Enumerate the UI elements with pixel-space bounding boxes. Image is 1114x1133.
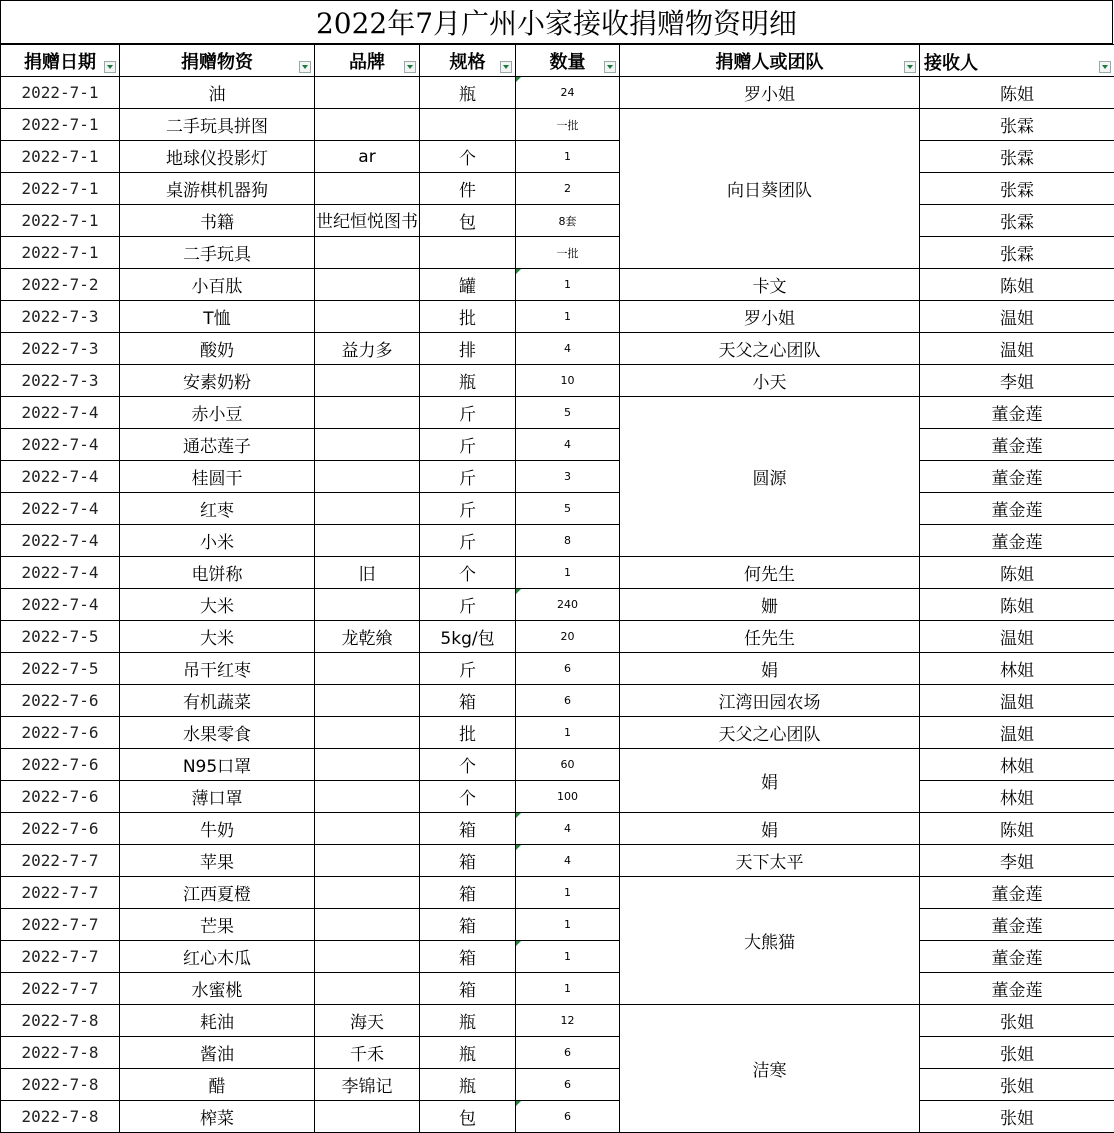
table-body [1,77,1114,1133]
cell-date[interactable]: 2022-7-1 [1,173,120,205]
cell-spec[interactable]: 瓶 [420,365,516,397]
cell-spec[interactable]: 个 [420,557,516,589]
cell-item[interactable]: 牛奶 [120,813,315,845]
cell-qty[interactable]: 6 [516,1101,620,1133]
cell-date[interactable]: 2022-7-4 [1,461,120,493]
cell-receiver[interactable]: 张霖 [920,173,1114,205]
cell-spec[interactable]: 批 [420,717,516,749]
cell-brand-text: 海天 [350,1013,384,1033]
cell-date[interactable]: 2022-7-6 [1,685,120,717]
cell-qty[interactable]: 6 [516,1037,620,1069]
cell-qty[interactable]: 20 [516,621,620,653]
cell-date[interactable]: 2022-7-6 [1,781,120,813]
cell-spec[interactable]: 箱 [420,941,516,973]
cell-qty[interactable]: 12 [516,1005,620,1037]
cell-date[interactable]: 2022-7-7 [1,845,120,877]
filter-dropdown-icon[interactable] [500,61,512,73]
table-row [1,877,1114,909]
cell-receiver[interactable]: 董金莲 [920,941,1114,973]
cell-item[interactable]: 有机蔬菜 [120,685,315,717]
cell-item[interactable]: 小百肽 [120,269,315,301]
cell-brand[interactable] [315,205,420,237]
cell-qty[interactable]: 1 [516,557,620,589]
cell-spec[interactable]: 箱 [420,909,516,941]
cell-date[interactable]: 2022-7-8 [1,1101,120,1133]
filter-dropdown-icon[interactable] [1099,61,1111,73]
cell-brand[interactable] [315,173,420,205]
cell-receiver[interactable]: 林姐 [920,749,1114,781]
cell-brand[interactable] [315,1037,420,1069]
cell-qty[interactable]: 一批 [516,237,620,269]
cell-date[interactable]: 2022-7-7 [1,941,120,973]
header-item: 捐赠物资 [120,45,315,77]
cell-qty[interactable]: 100 [516,781,620,813]
cell-qty[interactable]: 10 [516,365,620,397]
cell-qty[interactable]: 5 [516,493,620,525]
cell-date[interactable]: 2022-7-3 [1,365,120,397]
cell-item[interactable]: 二手玩具拼图 [120,109,315,141]
cell-qty[interactable]: 240 [516,589,620,621]
cell-date[interactable]: 2022-7-6 [1,717,120,749]
table-row [1,813,1114,845]
cell-spec[interactable]: 个 [420,749,516,781]
table-row [1,525,1114,557]
cell-qty[interactable]: 1 [516,909,620,941]
cell-brand-text: ar [358,146,376,167]
cell-qty[interactable]: 6 [516,653,620,685]
cell-item[interactable]: 水蜜桃 [120,973,315,1005]
cell-spec[interactable]: 瓶 [420,77,516,109]
table-row [1,1037,1114,1069]
cell-item[interactable]: 耗油 [120,1005,315,1037]
cell-receiver[interactable]: 温姐 [920,717,1114,749]
header-brand: 品牌 [315,45,420,77]
cell-brand[interactable] [315,397,420,429]
table-row [1,653,1114,685]
table-row [1,269,1114,301]
cell-item[interactable]: T恤 [120,301,315,333]
cell-qty[interactable]: 8套 [516,205,620,237]
cell-brand[interactable] [315,333,420,365]
cell-date[interactable]: 2022-7-7 [1,909,120,941]
cell-item[interactable]: 酱油 [120,1037,315,1069]
cell-donor[interactable]: 天父之心团队 [620,717,920,749]
cell-donor[interactable]: 何先生 [620,557,920,589]
cell-spec[interactable]: 罐 [420,269,516,301]
cell-brand[interactable] [315,429,420,461]
cell-brand-text: 龙乾飨 [341,629,393,649]
cell-date[interactable]: 2022-7-4 [1,429,120,461]
cell-receiver[interactable]: 温姐 [920,685,1114,717]
cell-brand[interactable] [315,461,420,493]
cell-donor[interactable]: 卡文 [620,269,920,301]
cell-date[interactable]: 2022-7-4 [1,557,120,589]
table-row [1,717,1114,749]
sheet-title: 2022年7月广州小家接收捐赠物资明细 [0,0,1113,44]
header-spec: 规格 [420,45,516,77]
table-row [1,621,1114,653]
cell-item[interactable]: N95口罩 [120,749,315,781]
cell-item[interactable]: 水果零食 [120,717,315,749]
cell-brand-text: 世纪恒悦图书 [316,211,418,232]
cell-receiver[interactable]: 陈姐 [920,77,1114,109]
table-row [1,429,1114,461]
cell-receiver[interactable]: 陈姐 [920,589,1114,621]
cell-receiver[interactable]: 张霖 [920,109,1114,141]
cell-donor[interactable]: 罗小姐 [620,301,920,333]
cell-brand[interactable] [315,557,420,589]
cell-item[interactable]: 桌游棋机器狗 [120,173,315,205]
cell-date[interactable]: 2022-7-4 [1,589,120,621]
cell-brand[interactable] [315,493,420,525]
cell-receiver[interactable]: 张霖 [920,205,1114,237]
cell-spec[interactable] [420,109,516,141]
cell-receiver[interactable]: 李姐 [920,365,1114,397]
cell-item[interactable]: 红心木瓜 [120,941,315,973]
cell-item[interactable]: 芒果 [120,909,315,941]
cell-qty[interactable]: 1 [516,941,620,973]
cell-qty[interactable]: 8 [516,525,620,557]
header-row [1,45,1114,77]
cell-brand[interactable] [315,269,420,301]
cell-spec[interactable]: 瓶 [420,1037,516,1069]
cell-brand[interactable] [315,1005,420,1037]
cell-spec[interactable]: 批 [420,301,516,333]
cell-brand-text: 千禾 [350,1045,384,1065]
cell-spec[interactable]: 瓶 [420,1005,516,1037]
cell-qty[interactable]: 1 [516,717,620,749]
cell-item[interactable]: 榨菜 [120,1101,315,1133]
table-row [1,589,1114,621]
cell-item[interactable]: 红枣 [120,493,315,525]
cell-receiver[interactable]: 董金莲 [920,461,1114,493]
cell-receiver[interactable]: 陈姐 [920,813,1114,845]
cell-date[interactable]: 2022-7-4 [1,397,120,429]
cell-brand[interactable] [315,685,420,717]
cell-date[interactable]: 2022-7-3 [1,301,120,333]
cell-receiver[interactable]: 董金莲 [920,525,1114,557]
filter-dropdown-icon[interactable] [299,61,311,73]
table-row [1,461,1114,493]
cell-spec[interactable]: 斤 [420,429,516,461]
cell-spec[interactable]: 包 [420,1101,516,1133]
filter-dropdown-icon[interactable] [904,61,916,73]
cell-spec[interactable]: 个 [420,141,516,173]
cell-receiver[interactable]: 张姐 [920,1101,1114,1133]
cell-donor[interactable]: 天下太平 [620,845,920,877]
cell-brand[interactable] [315,237,420,269]
cell-receiver[interactable]: 董金莲 [920,429,1114,461]
cell-brand[interactable] [315,973,420,1005]
cell-qty[interactable]: 4 [516,333,620,365]
cell-qty[interactable]: 24 [516,77,620,109]
cell-brand[interactable] [315,909,420,941]
cell-receiver[interactable]: 温姐 [920,301,1114,333]
cell-donor[interactable]: 罗小姐 [620,77,920,109]
cell-date[interactable]: 2022-7-2 [1,269,120,301]
cell-brand-text: 李锦记 [341,1077,393,1097]
cell-receiver[interactable]: 张姐 [920,1037,1114,1069]
table-row [1,1005,1114,1037]
cell-item[interactable]: 通芯莲子 [120,429,315,461]
cell-qty[interactable]: 1 [516,973,620,1005]
table-row [1,173,1114,205]
cell-donor[interactable]: 姗 [620,589,920,621]
cell-date[interactable]: 2022-7-1 [1,237,120,269]
cell-qty[interactable]: 3 [516,461,620,493]
cell-spec[interactable]: 个 [420,781,516,813]
cell-date[interactable]: 2022-7-6 [1,813,120,845]
table-row [1,1101,1114,1133]
cell-donor[interactable]: 娟 [620,813,920,845]
cell-qty[interactable]: 2 [516,173,620,205]
header-date: 捐赠日期 [1,45,120,77]
cell-item[interactable]: 大米 [120,589,315,621]
table-row [1,365,1114,397]
cell-date[interactable]: 2022-7-7 [1,973,120,1005]
cell-item[interactable]: 油 [120,77,315,109]
cell-receiver[interactable]: 董金莲 [920,909,1114,941]
cell-brand[interactable] [315,653,420,685]
cell-qty[interactable]: 1 [516,141,620,173]
cell-donor[interactable]: 江湾田园农场 [620,685,920,717]
cell-donor[interactable]: 洁寒 [620,1005,920,1133]
cell-receiver[interactable]: 林姐 [920,653,1114,685]
cell-brand-text: 旧 [358,565,376,585]
header-qty: 数量 [516,45,620,77]
cell-receiver[interactable]: 张姐 [920,1005,1114,1037]
header-donor: 捐赠人或团队 [620,45,920,77]
cell-receiver[interactable]: 陈姐 [920,269,1114,301]
cell-donor[interactable]: 娟 [620,749,920,813]
cell-qty[interactable]: 5 [516,397,620,429]
cell-brand[interactable] [315,525,420,557]
cell-date[interactable]: 2022-7-1 [1,141,120,173]
cell-spec[interactable]: 斤 [420,397,516,429]
cell-receiver[interactable]: 张霖 [920,141,1114,173]
cell-qty[interactable]: 4 [516,845,620,877]
cell-spec[interactable]: 斤 [420,525,516,557]
table-row [1,493,1114,525]
cell-qty[interactable]: 6 [516,1069,620,1101]
cell-item[interactable]: 地球仪投影灯 [120,141,315,173]
cell-brand[interactable] [315,941,420,973]
cell-spec[interactable]: 箱 [420,877,516,909]
cell-qty[interactable]: 一批 [516,109,620,141]
cell-spec[interactable]: 排 [420,333,516,365]
cell-brand[interactable] [315,589,420,621]
cell-spec[interactable]: 包 [420,205,516,237]
cell-item[interactable]: 二手玩具 [120,237,315,269]
cell-brand[interactable] [315,781,420,813]
cell-spec[interactable]: 斤 [420,493,516,525]
cell-brand[interactable] [315,365,420,397]
cell-spec[interactable]: 5kg/包 [420,621,516,653]
cell-date[interactable]: 2022-7-5 [1,653,120,685]
cell-date[interactable]: 2022-7-5 [1,621,120,653]
cell-date[interactable]: 2022-7-8 [1,1069,120,1101]
filter-dropdown-icon[interactable] [604,61,616,73]
cell-qty[interactable]: 1 [516,877,620,909]
table-row [1,909,1114,941]
table-row [1,301,1114,333]
table-row [1,557,1114,589]
table-row [1,941,1114,973]
cell-brand[interactable] [315,621,420,653]
table-row [1,205,1114,237]
cell-spec[interactable]: 瓶 [420,1069,516,1101]
table-row [1,141,1114,173]
cell-date[interactable]: 2022-7-1 [1,77,120,109]
filter-dropdown-icon[interactable] [404,61,416,73]
cell-donor[interactable]: 大熊猫 [620,877,920,1005]
cell-receiver[interactable]: 李姐 [920,845,1114,877]
cell-brand[interactable] [315,141,420,173]
cell-item[interactable]: 安素奶粉 [120,365,315,397]
cell-brand[interactable] [315,749,420,781]
cell-date[interactable]: 2022-7-6 [1,749,120,781]
cell-receiver[interactable]: 张霖 [920,237,1114,269]
table-row [1,1069,1114,1101]
cell-donor[interactable]: 圆源 [620,397,920,557]
cell-receiver[interactable]: 温姐 [920,333,1114,365]
cell-donor[interactable]: 娟 [620,653,920,685]
cell-spec[interactable] [420,237,516,269]
cell-brand[interactable] [315,1101,420,1133]
cell-spec[interactable]: 件 [420,173,516,205]
donation-table [0,44,1114,1133]
header-receiver: 接收人 [920,45,1114,77]
cell-date[interactable]: 2022-7-8 [1,1005,120,1037]
cell-brand[interactable] [315,1069,420,1101]
cell-donor[interactable]: 向日葵团队 [620,109,920,269]
table-row [1,973,1114,1005]
cell-date[interactable]: 2022-7-3 [1,333,120,365]
cell-spec[interactable]: 箱 [420,813,516,845]
cell-receiver[interactable]: 林姐 [920,781,1114,813]
cell-date[interactable]: 2022-7-7 [1,877,120,909]
cell-spec[interactable]: 箱 [420,685,516,717]
cell-receiver[interactable]: 董金莲 [920,493,1114,525]
cell-item[interactable]: 吊干红枣 [120,653,315,685]
cell-qty[interactable]: 60 [516,749,620,781]
cell-qty[interactable]: 6 [516,685,620,717]
cell-qty[interactable]: 4 [516,813,620,845]
cell-qty[interactable]: 4 [516,429,620,461]
cell-receiver[interactable]: 董金莲 [920,973,1114,1005]
cell-donor[interactable]: 小天 [620,365,920,397]
cell-receiver[interactable]: 温姐 [920,621,1114,653]
cell-date[interactable]: 2022-7-1 [1,205,120,237]
cell-receiver[interactable]: 陈姐 [920,557,1114,589]
cell-spec[interactable]: 箱 [420,973,516,1005]
cell-item[interactable]: 苹果 [120,845,315,877]
cell-qty[interactable]: 1 [516,301,620,333]
cell-qty[interactable]: 1 [516,269,620,301]
cell-receiver[interactable]: 张姐 [920,1069,1114,1101]
cell-item[interactable]: 江西夏橙 [120,877,315,909]
table-row [1,77,1114,109]
cell-item[interactable]: 大米 [120,621,315,653]
cell-item[interactable]: 电饼称 [120,557,315,589]
cell-brand-text: 益力多 [341,341,393,361]
table-row [1,237,1114,269]
table-row [1,781,1114,813]
filter-dropdown-icon[interactable] [104,61,116,73]
cell-item[interactable]: 书籍 [120,205,315,237]
cell-spec[interactable]: 斤 [420,653,516,685]
cell-item[interactable]: 桂圆干 [120,461,315,493]
cell-date[interactable]: 2022-7-4 [1,525,120,557]
table-row [1,397,1114,429]
table-row [1,333,1114,365]
cell-receiver[interactable]: 董金莲 [920,397,1114,429]
cell-donor[interactable]: 任先生 [620,621,920,653]
cell-brand[interactable] [315,813,420,845]
cell-brand[interactable] [315,845,420,877]
table-row [1,845,1114,877]
cell-brand[interactable] [315,717,420,749]
cell-spec[interactable]: 斤 [420,589,516,621]
cell-receiver[interactable]: 董金莲 [920,877,1114,909]
cell-date[interactable]: 2022-7-1 [1,109,120,141]
cell-brand[interactable] [315,109,420,141]
cell-brand[interactable] [315,877,420,909]
table-row [1,685,1114,717]
cell-donor[interactable]: 天父之心团队 [620,333,920,365]
table-row [1,109,1114,141]
table-row [1,749,1114,781]
cell-item[interactable]: 小米 [120,525,315,557]
cell-spec[interactable]: 箱 [420,845,516,877]
cell-spec[interactable]: 斤 [420,461,516,493]
cell-brand[interactable] [315,77,420,109]
cell-date[interactable]: 2022-7-4 [1,493,120,525]
cell-date[interactable]: 2022-7-8 [1,1037,120,1069]
cell-item[interactable]: 醋 [120,1069,315,1101]
cell-item[interactable]: 薄口罩 [120,781,315,813]
cell-item[interactable]: 酸奶 [120,333,315,365]
cell-brand[interactable] [315,301,420,333]
cell-item[interactable]: 赤小豆 [120,397,315,429]
